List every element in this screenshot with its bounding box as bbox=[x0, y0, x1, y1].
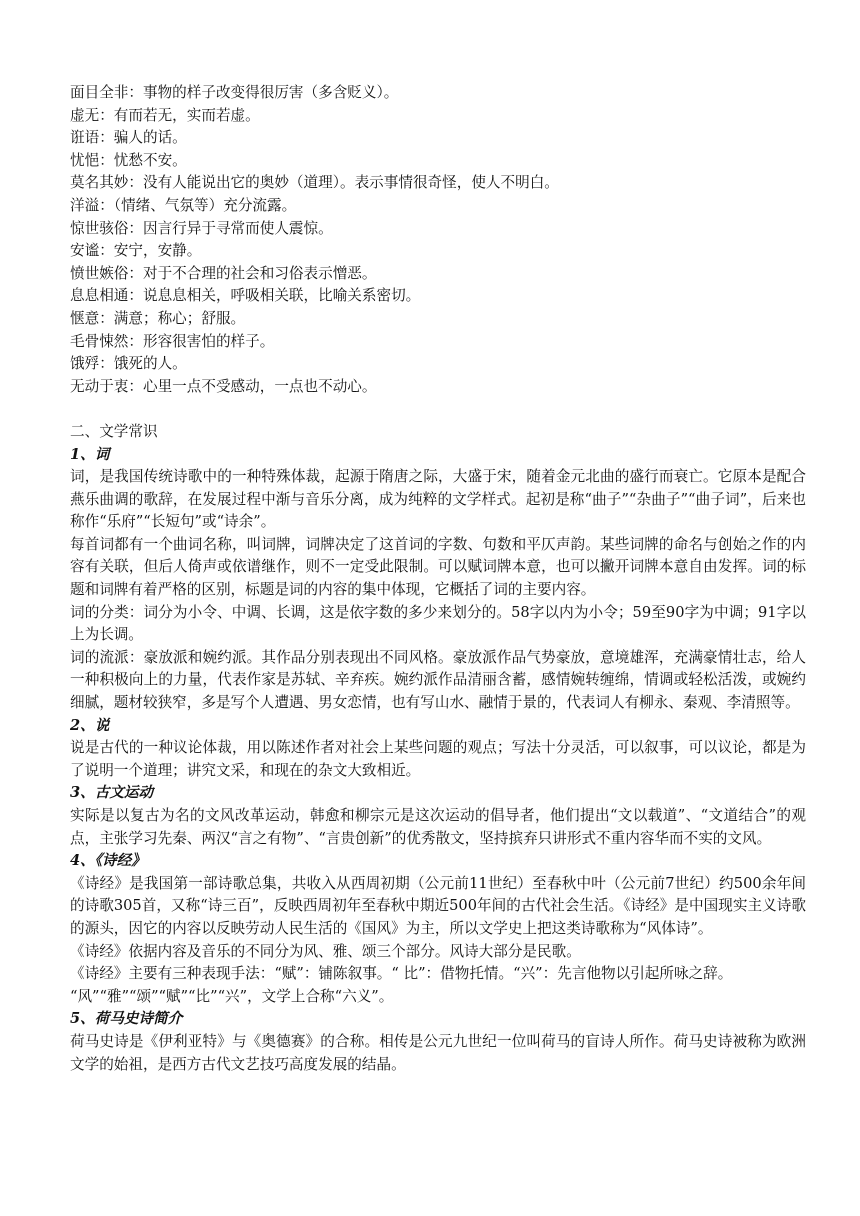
paragraph: 实际是以复古为名的文风改革运动，韩愈和柳宗元是这次运动的倡导者，他们提出“文以载道”、“文道结合”的观点，主张学习先秦、两汉“言之有物”、“言贵创新”的优秀散文，坚持摈弃只讲形式不重内容华而不实的文风。 bbox=[70, 807, 806, 847]
vocab-item: 洋溢：（情绪、气氛等）充分流露。 bbox=[70, 196, 297, 214]
vocab-item: 惊世骇俗：因言行异于寻常而使人震惊。 bbox=[70, 219, 333, 237]
paragraph: 《诗经》是我国第一部诗歌总集，共收入从西周初期（公元前11世纪）至春秋中叶（公元前7世纪）约500余年间的诗歌305首，又称“诗三百”，反映西周初年至春秋中期近500年间的古代社会生活。《诗经》是中国现实主义诗歌的源头，因它的内容以反映劳动人民生活的《国风》为主，所以文学史上把这类诗歌称为“风体诗”。 bbox=[70, 874, 806, 937]
vocab-item: 安谧：安宁，安静。 bbox=[70, 242, 202, 260]
paragraph: “风”“雅”“颂”“赋”“比”“兴”，文学上合称“六义”。 bbox=[70, 987, 394, 1005]
vocab-item: 饿殍：饿死的人。 bbox=[70, 355, 187, 373]
vocabulary-list bbox=[70, 82, 806, 398]
topic-guwen-movement bbox=[70, 782, 806, 850]
vocab-item: 莫名其妙：没有人能说出它的奥妙（道理）。表示事情很奇怪，使人不明白。 bbox=[70, 174, 559, 192]
document-page bbox=[70, 82, 806, 1076]
paragraph: 词的分类：词分为小令、中调、长调，这是依字数的多少来划分的。58字以内为小令；59至90字为中调；91字以上为长调。 bbox=[70, 603, 806, 644]
topic-heading: 2、说 bbox=[70, 716, 110, 734]
vocab-item: 无动于衷：心里一点不受感动，一点也不动心。 bbox=[70, 377, 377, 395]
paragraph: 荷马史诗是《伊利亚特》与《奥德赛》的合称。相传是公元九世纪一位叫荷马的盲诗人所作。荷马史诗被称为欧洲文学的始祖，是西方古代文艺技巧高度发展的结晶。 bbox=[70, 1032, 806, 1073]
paragraph: 词的流派：豪放派和婉约派。其作品分别表现出不同风格。豪放派作品气势豪放，意境雄浑，充满豪情壮志，给人一种积极向上的力量，代表作家是苏轼、辛弃疾。婉约派作品清丽含蓄，感情婉转缠绵，情调或轻松活泼，或婉约细腻，题材较狭窄，多是写个人遭遇、男女恋情，也有写山水、融情于景的，代表词人有柳永、秦观、李清照等。 bbox=[70, 648, 806, 712]
vocab-item: 虚无：有而若无，实而若虚。 bbox=[70, 106, 260, 124]
blank-line bbox=[70, 398, 806, 421]
vocab-item: 愤世嫉俗：对于不合理的社会和习俗表示憎恶。 bbox=[70, 264, 377, 282]
topic-ci bbox=[70, 444, 806, 715]
paragraph: 每首词都有一个曲词名称，叫词牌，词牌决定了这首词的字数、句数和平仄声韵。某些词牌的命名与创始之作的内容有关联，但后人倚声或依谱继作，则不一定受此限制。可以赋词牌本意，也可以撇开词牌本意自由发挥。词的标题和词牌有着严格的区别，标题是词的内容的集中体现，它概括了词的主要内容。 bbox=[70, 535, 806, 599]
topic-heading: 1、词 bbox=[70, 445, 110, 463]
paragraph: 《诗经》主要有三种表现手法：“赋”：铺陈叙事。“ 比”：借物托情。“兴”：先言他物以引起所咏之辞。 bbox=[70, 965, 733, 983]
vocab-item: 忧悒：忧愁不安。 bbox=[70, 151, 187, 169]
paragraph: 《诗经》依据内容及音乐的不同分为风、雅、颂三个部分。风诗大部分是民歌。 bbox=[70, 942, 581, 960]
paragraph: 说是古代的一种议论体裁，用以陈述作者对社会上某些问题的观点；写法十分灵活，可以叙事，可以议论，都是为了说明一个道理；讲究文采，和现在的杂文大致相近。 bbox=[70, 739, 806, 779]
topic-heading: 4、《诗经》 bbox=[70, 852, 146, 870]
topic-shuo bbox=[70, 715, 806, 783]
vocab-item: 毛骨悚然：形容很害怕的样子。 bbox=[70, 332, 275, 350]
vocab-item: 面目全非：事物的样子改变得很厉害（多含贬义）。 bbox=[70, 84, 399, 101]
topic-heading: 5、荷马史诗简介 bbox=[70, 1010, 183, 1028]
topic-heading: 3、古文运动 bbox=[70, 784, 154, 802]
section-title: 二、文学常识 bbox=[70, 422, 158, 440]
vocab-item: 惬意：满意；称心；舒服。 bbox=[70, 309, 246, 327]
topic-homer bbox=[70, 1008, 806, 1076]
vocab-item: 息息相通：说息息相关，呼吸相关联，比喻关系密切。 bbox=[70, 287, 421, 305]
paragraph: 词，是我国传统诗歌中的一种特殊体裁，起源于隋唐之际，大盛于宋，随着金元北曲的盛行而衰亡。它原本是配合燕乐曲调的歌辞，在发展过程中渐与音乐分离，成为纯粹的文学样式。起初是称“曲子”“杂曲子”“曲子词”，后来也称作“乐府”“长短句”或“诗余”。 bbox=[70, 468, 806, 531]
vocab-item: 诳语：骗人的话。 bbox=[70, 129, 187, 147]
topic-shijing bbox=[70, 850, 806, 1008]
